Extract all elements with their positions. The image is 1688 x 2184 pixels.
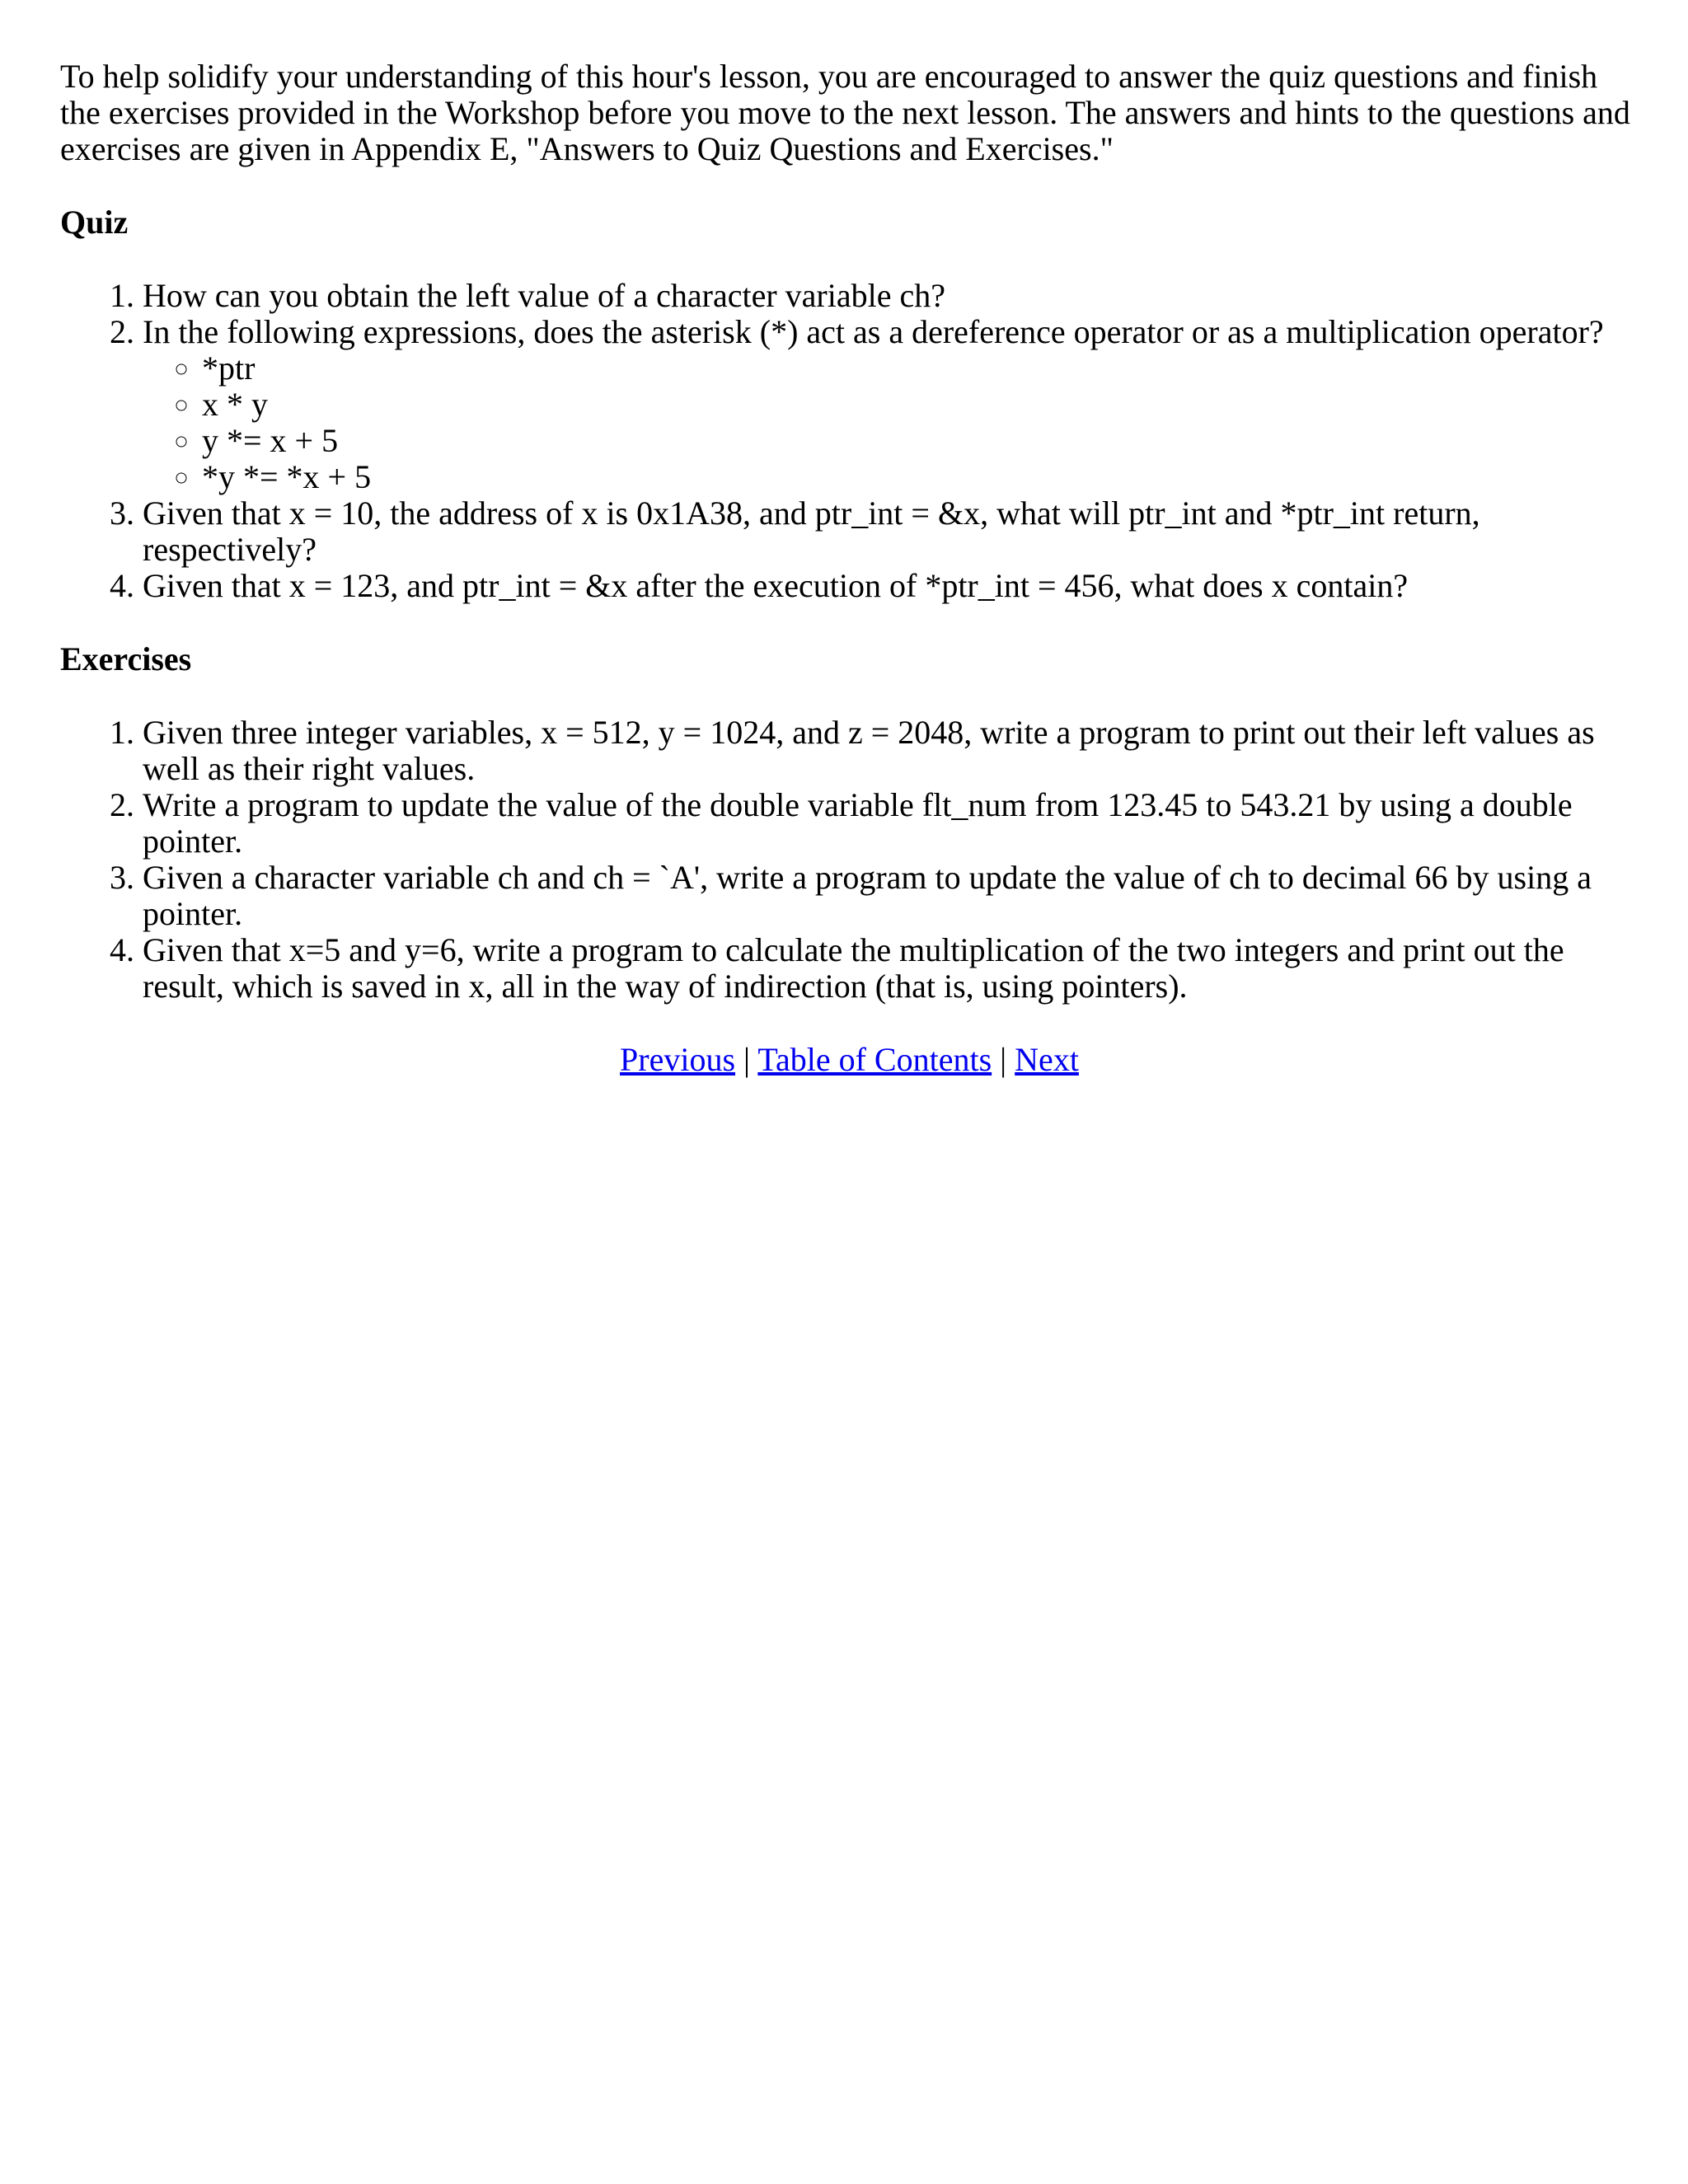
- quiz-question-3: 3. Given that x = 10, the address of x is 0x1A38, and ptr_int = &x, what will ptr_int and *ptr_int return, respectively?: [143, 495, 1639, 568]
- exercise-4: 4. Given that x=5 and y=6, write a program to calculate the multiplication of the two integers and print out the result, which is saved in x, all in the way of indirection (that is, using pointers).: [143, 932, 1639, 1005]
- next-link[interactable]: Next: [1015, 1041, 1079, 1078]
- quiz-question-1: 1. How can you obtain the left value of a character variable ch?: [143, 278, 1639, 314]
- expression-item: ◦ *ptr: [202, 350, 1639, 387]
- intro-paragraph: To help solidify your understanding of this hour's lesson, you are encouraged to answer the quiz questions and finish the exercises provided in the Workshop before you move to the next lesson. The answers and hints to the questions and exercises are given in Appendix E, "Answers to Quiz Questions and Exercises.": [60, 58, 1630, 167]
- expression-item: ◦ y *= x + 5: [202, 423, 1639, 459]
- table-of-contents-link[interactable]: Table of Contents: [757, 1041, 992, 1078]
- expression-item: ◦ x * y: [202, 387, 1639, 423]
- quiz-question-4: 4. Given that x = 123, and ptr_int = &x after the execution of *ptr_int = 456, what does x contain?: [143, 568, 1639, 604]
- nav-separator: |: [743, 1041, 751, 1078]
- quiz-heading: Quiz: [60, 204, 129, 241]
- quiz-question-2-text: In the following expressions, does the asterisk (*) act as a dereference operator or as a multiplication operator?: [143, 313, 1604, 350]
- quiz-question-2-expressions: [143, 350, 1639, 495]
- expression-item: ◦ *y *= *x + 5: [202, 459, 1639, 495]
- exercise-3: 3. Given a character variable ch and ch = `A', write a program to update the value of ch to decimal 66 by using a pointer.: [143, 860, 1639, 932]
- exercise-2: 2. Write a program to update the value of the double variable flt_num from 123.45 to 543.21 by using a double pointer.: [143, 787, 1639, 860]
- exercises-heading: Exercises: [60, 640, 192, 677]
- exercises-list: [60, 715, 1639, 1005]
- page: [0, 0, 1688, 1078]
- exercise-1: 1. Given three integer variables, x = 512, y = 1024, and z = 2048, write a program to print out their left values as well as their right values.: [143, 715, 1639, 787]
- quiz-list: [60, 278, 1639, 604]
- quiz-question-2: [143, 314, 1639, 495]
- page-navigation: [60, 1042, 1639, 1078]
- previous-link[interactable]: Previous: [620, 1041, 736, 1078]
- nav-separator: |: [1000, 1041, 1007, 1078]
